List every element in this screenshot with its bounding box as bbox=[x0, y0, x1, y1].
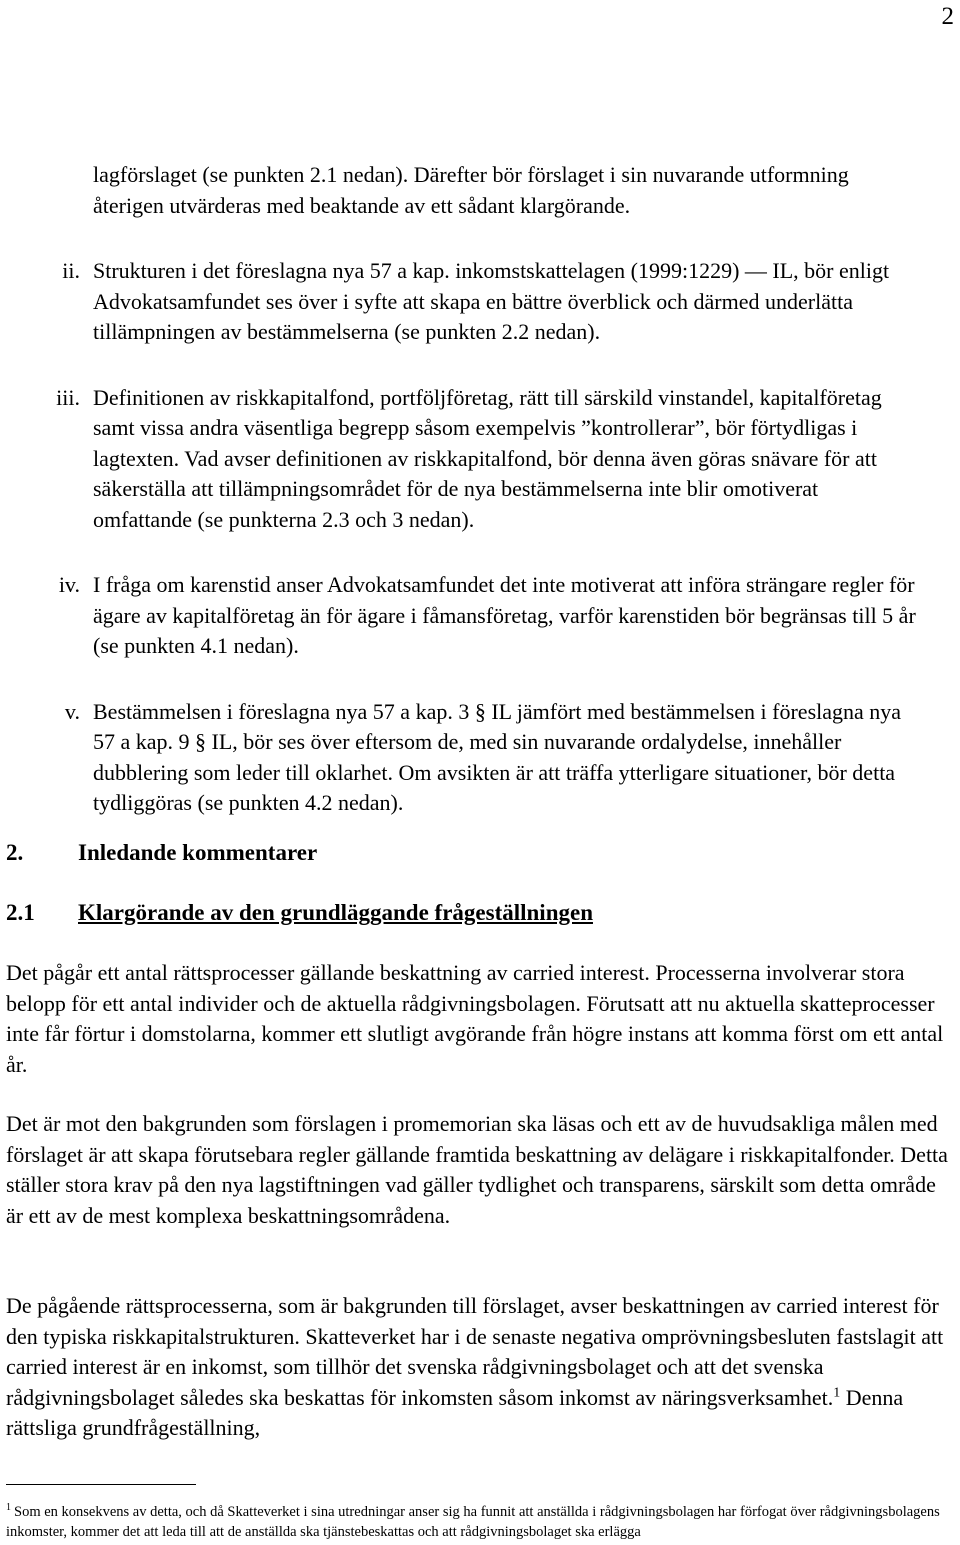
list-marker: iii. bbox=[56, 384, 80, 410]
footnote-divider bbox=[6, 1484, 196, 1485]
subsection-title: Klargörande av den grundläggande frågeställningen bbox=[78, 900, 593, 925]
footnote bbox=[6, 1502, 956, 1542]
list-item-text: I fråga om karenstid anser Advokatsamfundet det inte motiverat att införa strängare regler för ägare av kapitalföretag än för ägare i fåmansföretag, varför karenstiden bör begränsas till 5 år (se punkten 4.1 nedan). bbox=[93, 572, 916, 658]
list-item-text: lagförslaget (se punkten 2.1 nedan). Därefter bör förslaget i sin nuvarande utformning återigen utvärderas med beaktande av ett sådant klargörande. bbox=[93, 162, 849, 218]
list-marker: ii. bbox=[62, 258, 80, 283]
list-marker: iv. bbox=[58, 572, 80, 597]
footnote-reference[interactable]: 1 bbox=[833, 1385, 841, 1401]
list-item-text: Definitionen av riskkapitalfond, portföljföretag, rätt till särskild vinstandel, kapitalföretag samt vissa andra väsentliga begrepp såsom exempelvis ”kontrollerar”, bör förtydligas i lagtexten. Vad avser definitionen av riskkapitalfond, bör denna även göras snävare för att säkerställa att tillämpningsområdet för de nya bestämmelserna inte blir omotiverat omfattande (se punkterna 2.3 och 3 nedan). bbox=[93, 384, 882, 532]
subsection-heading bbox=[6, 898, 593, 928]
summary-list bbox=[0, 160, 960, 819]
paragraph-tail: Denna rättsliga grundfrågeställning, bbox=[6, 1384, 904, 1440]
list-item bbox=[0, 160, 960, 221]
list-item bbox=[0, 256, 960, 348]
page-number: 2 bbox=[941, 3, 954, 30]
list-item bbox=[0, 570, 960, 662]
footnote-number: 1 bbox=[6, 1502, 11, 1514]
list-item-text: Strukturen i det föreslagna nya 57 a kap. inkomstskattelagen (1999:1229) ― IL, bör enligt Advokatsamfundet ses över i syfte att skapa en bättre överblick och därmed underlätta tillämpningen av bestämmelserna (se punkten 2.2 nedan). bbox=[93, 258, 890, 344]
paragraph: Det pågår ett antal rättsprocesser gällande beskattning av carried interest. Processerna involverar stora belopp för ett antal individer och de aktuella rådgivningsbolagen. Förutsatt att nu aktuella skatteprocesser inte får förtur i domstolarna, kommer ett slutligt avgörande från högre instans att komma först om ett antal år. bbox=[6, 960, 944, 1077]
section-heading bbox=[6, 838, 317, 868]
paragraph-text: De pågående rättsprocesserna, som är bakgrunden till förslaget, avser beskattningen av carried interest för den typiska riskkapitalstrukturen. Skatteverket har i de senaste negativa omprövningsbesluten fastslagit att carried interest är en inkomst, som tillhör det svenska rådgivningsbolaget och att det svenska rådgivningsbolaget således ska beskattas för inkomsten såsom inkomst av näringsverksamhet. bbox=[6, 1293, 944, 1410]
paragraph bbox=[6, 1291, 956, 1444]
section-number: 2. bbox=[6, 840, 24, 865]
paragraph: Det är mot den bakgrunden som förslagen i promemorian ska läsas och ett av de huvudsakliga målen med förslaget är att skapa förutsebara regler gällande framtida beskattning av delägare i riskkapitalfonder. Detta ställer stora krav på den nya lagstiftningen vad gäller tydlighet och transparens, särskilt som detta område är ett av de mest komplexa beskattningsområdena. bbox=[6, 1111, 948, 1228]
section-title: Inledande kommentarer bbox=[78, 840, 318, 865]
footnote-text: Som en konsekvens av detta, och då Skatteverket i sina utredningar anser sig ha funnit att anställda i rådgivningsbolagen har förfogat över rådgivningsbolagens inkomster, kommer det att leda till att de anställda ska tjänstebeskattas och att rådgivningsbolaget ska erlägga bbox=[6, 1504, 940, 1540]
list-item bbox=[0, 697, 960, 819]
list-item-text: Bestämmelsen i föreslagna nya 57 a kap. 3 § IL jämfört med bestämmelsen i föreslagna nya 57 a kap. 9 § IL, bör ses över eftersom de, med sin nuvarande ordalydelse, innehåller dubblering som leder till oklarhet. Om avsikten är att träffa ytterligare situationer, bör detta tydliggöras (se punkten 4.2 nedan). bbox=[93, 698, 902, 815]
list-item bbox=[0, 383, 960, 536]
subsection-number: 2.1 bbox=[6, 900, 35, 925]
list-marker: v. bbox=[64, 698, 80, 724]
